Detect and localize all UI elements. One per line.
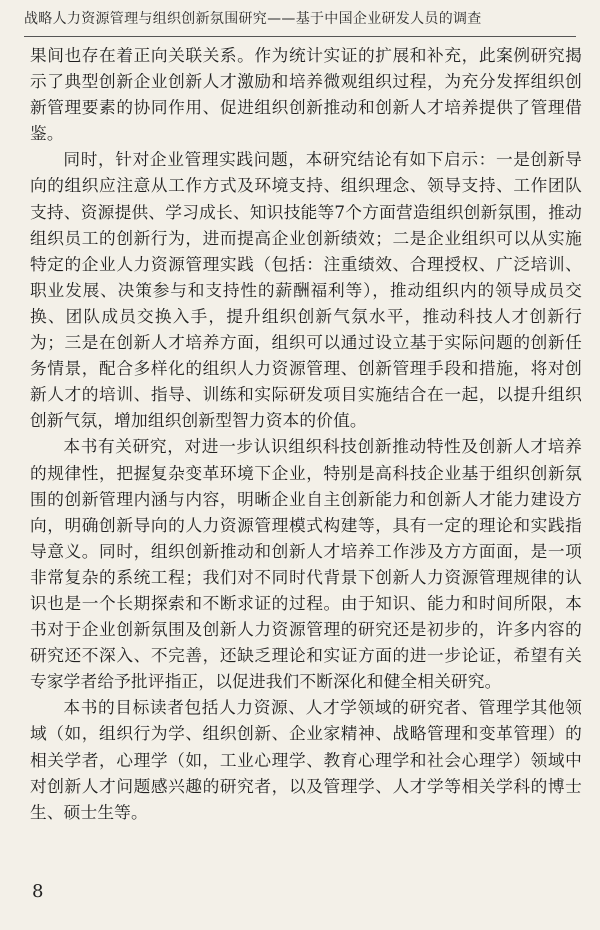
paragraph-significance: 本书有关研究，对进一步认识组织科技创新推动特性及创新人才培养的规律性，把握复杂变革环境下企业，特别是高科技企业基于组织创新氛围的创新管理内涵与内容，明晰企业自主创新能力和创新人才能力建设方向，明确创新导向的人力资源管理模式构建等，具有一定的理论和实践指导意义。同时，组织创新推动和创新人才培养工作涉及方方面面，是一项非常复杂的系统工程；我们对不同时代背景下创新人力资源管理规律的认识也是一个长期探索和不断求证的过程。由于知识、能力和时间所限，本书对于企业创新氛围及创新人力资源管理的研究还是初步的，许多内容的研究还不深入、不完善，还缺乏理论和实证方面的进一步论证，希望有关专家学者给予批评指正，以促进我们不断深化和健全相关研究。: [30, 436, 582, 692]
page-number: 8: [32, 881, 44, 902]
running-header: 战略人力资源管理与组织创新氛围研究——基于中国企业研发人员的调查: [24, 11, 482, 27]
paragraph-continuation: 果间也存在着正向关联关系。作为统计实证的扩展和补充，此案例研究揭示了典型创新企业创新人才激励和培养微观组织过程，为充分发挥组织创新管理要素的协同作用、促进组织创新推动和创新人才培养提供了管理借鉴。: [30, 45, 582, 144]
body-text: [30, 42, 582, 825]
paragraph-target-readers: 本书的目标读者包括人力资源、人才学领域的研究者、管理学其他领域（如，组织行为学、组织创新、企业家精神、战略管理和变革管理）的相关学者，心理学（如，工业心理学、教育心理学和社会心理学）领域中对创新人才问题感兴趣的研究者，以及管理学、人才学等相关学科的博士生、硕士生等。: [30, 697, 582, 822]
header-rule: [24, 36, 576, 37]
paragraph-implications: 同时，针对企业管理实践问题，本研究结论有如下启示：一是创新导向的组织应注意从工作方式及环境支持、组织理念、领导支持、工作团队支持、资源提供、学习成长、知识技能等7个方面营造组织创新氛围，推动组织员工的创新行为，进而提高企业创新绩效；二是企业组织可以从实施特定的企业人力资源管理实践（包括：注重绩效、合理授权、广泛培训、职业发展、决策参与和支持性的薪酬福利等），推动组织内的领导成员交换、团队成员交换入手，提升组织创新气氛水平，推动科技人才创新行为；三是在创新人才培养方面，组织可以通过设立基于实际问题的创新任务情景，配合多样化的组织人力资源管理、创新管理手段和措施，将对创新人才的培训、指导、训练和实际研发项目实施结合在一起，以提升组织创新气氛，增加组织创新型智力资本的价值。: [30, 149, 582, 431]
